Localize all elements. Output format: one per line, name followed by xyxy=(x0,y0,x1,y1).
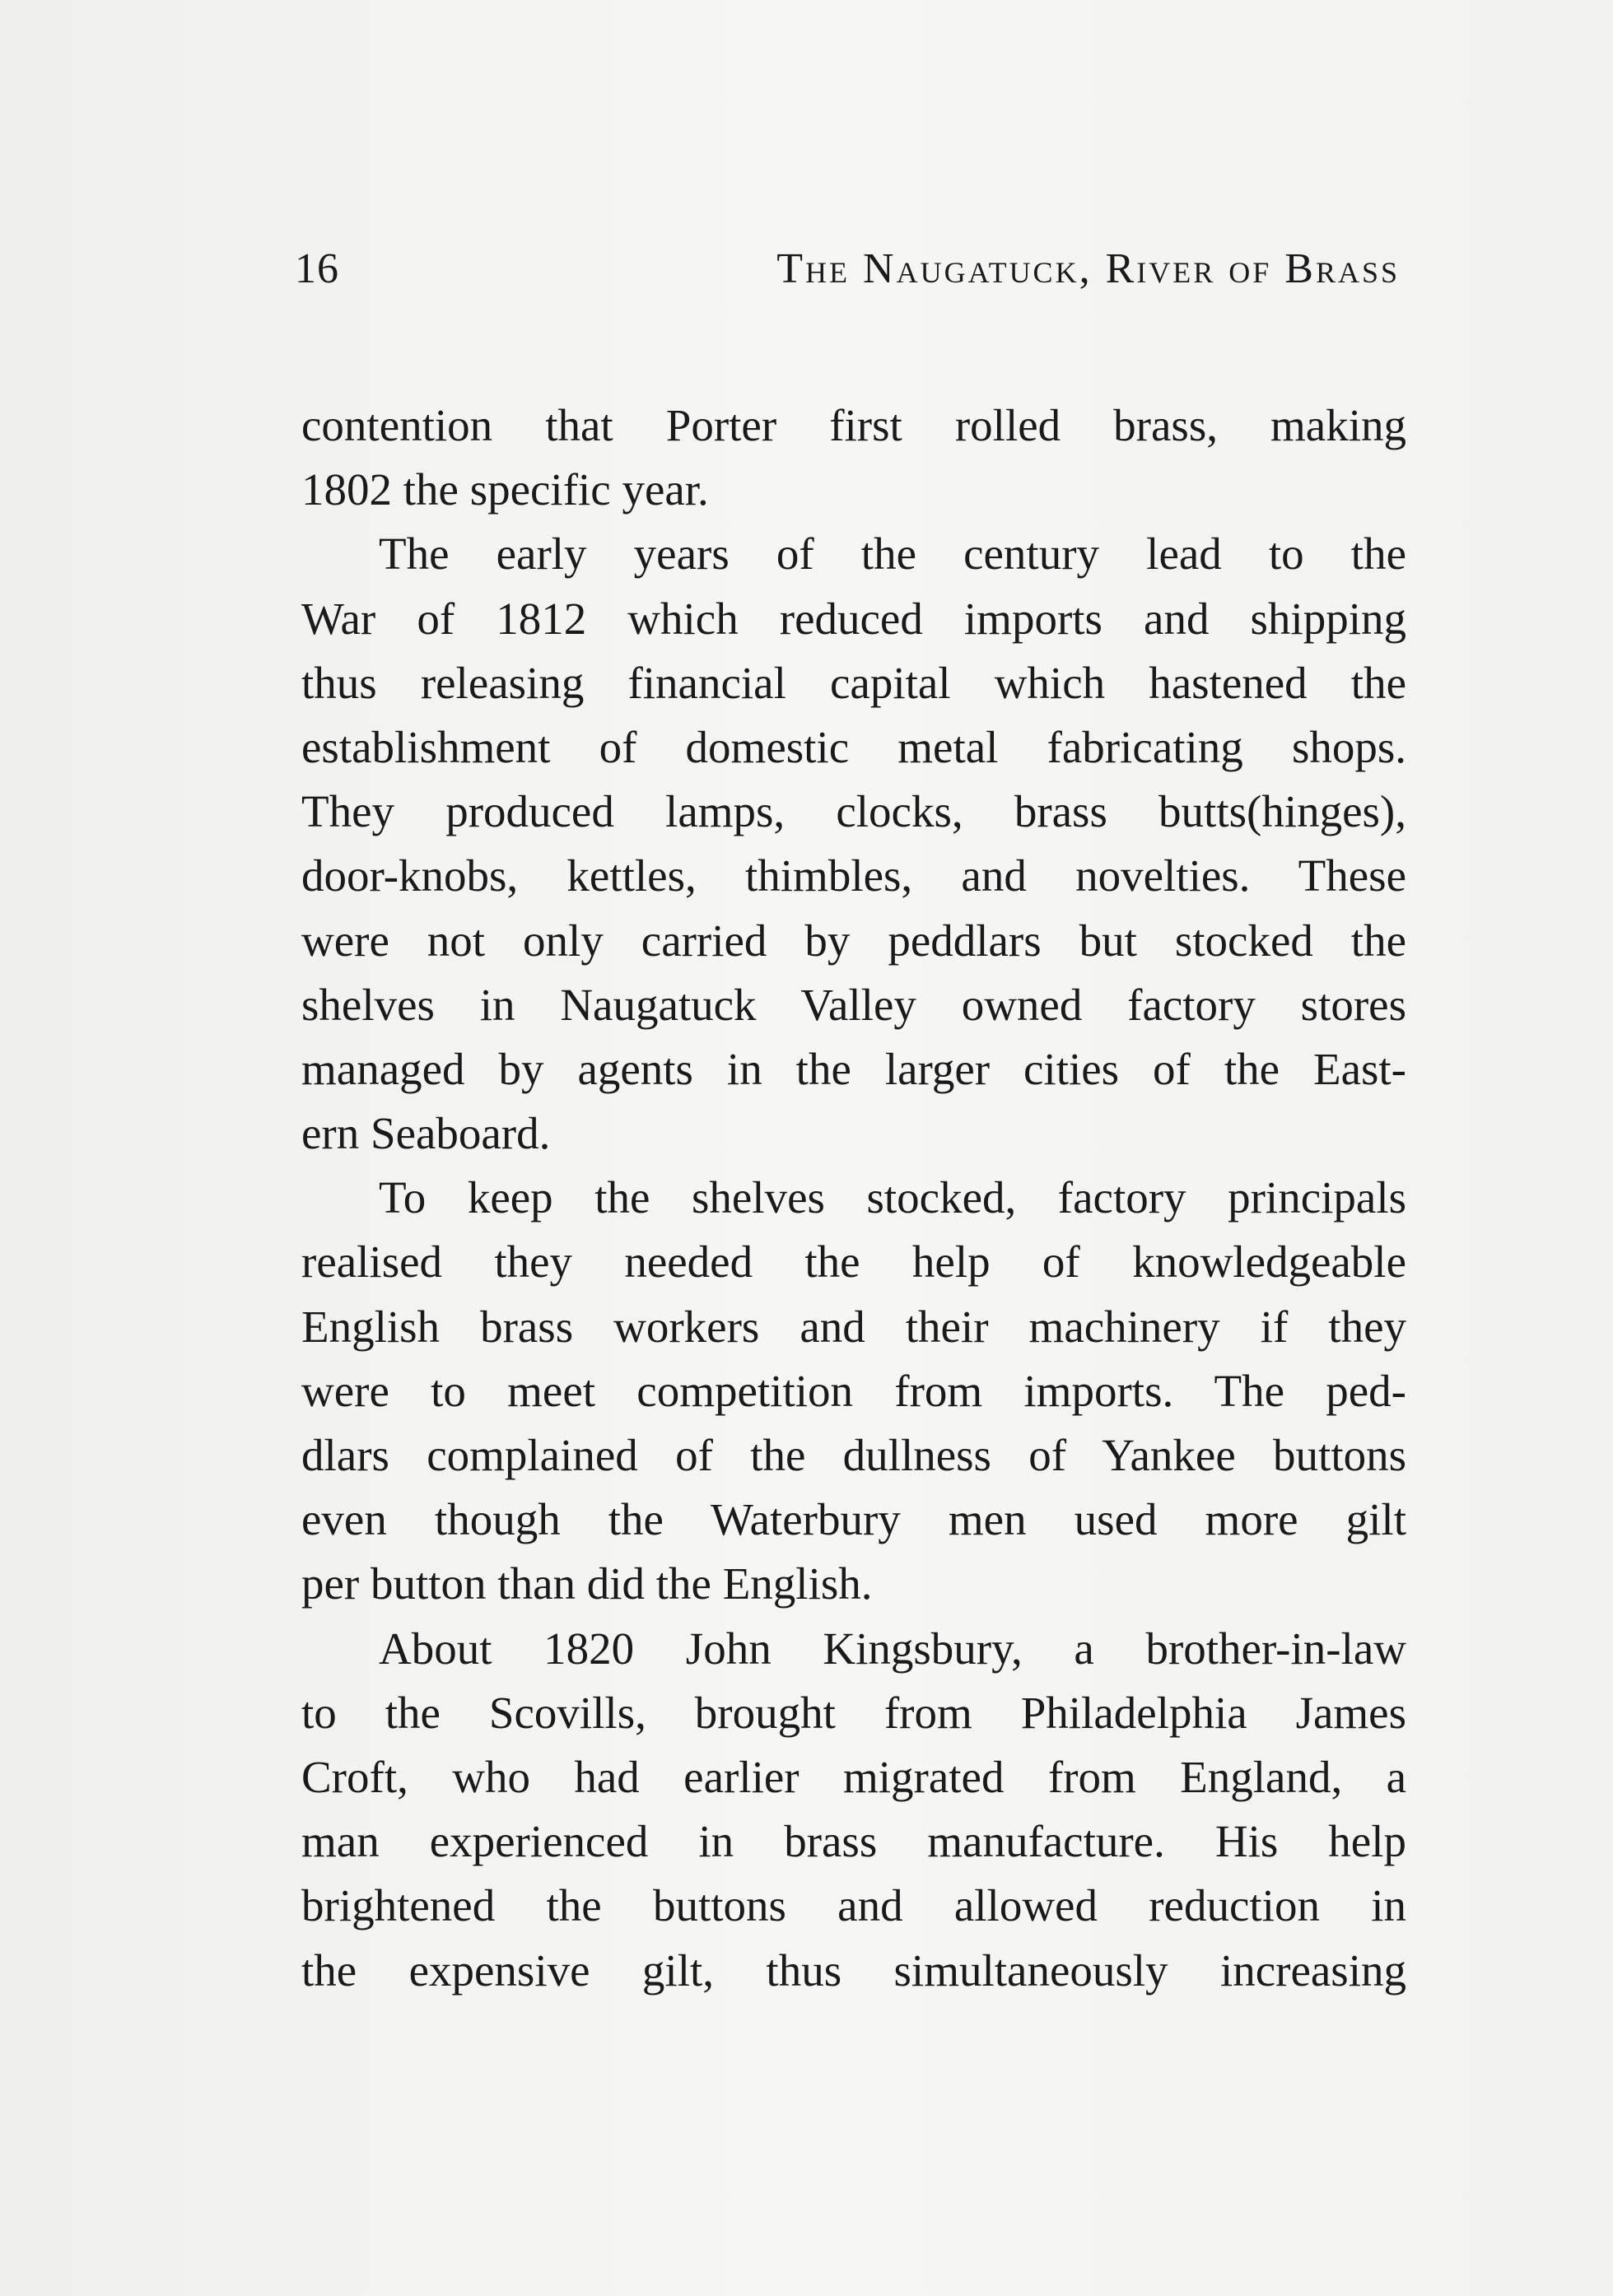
text-line: door-knobs, kettles, thimbles, and novelties. These xyxy=(301,850,1406,901)
text-line: were not only carried by peddlars but stocked the xyxy=(301,915,1406,966)
text-line: 1802 the specific year. xyxy=(301,464,709,515)
paragraph xyxy=(301,1166,1406,1616)
text-line: contention that Porter first rolled brass, making xyxy=(301,400,1406,450)
text-line: thus releasing financial capital which hastened the xyxy=(301,657,1406,708)
text-line: to the Scovills, brought from Philadelphia James xyxy=(301,1687,1406,1738)
body-text xyxy=(301,394,1406,2003)
running-head: The Naugatuck, River of Brass xyxy=(776,245,1400,292)
text-line: They produced lamps, clocks, brass butts(hinges), xyxy=(301,786,1406,837)
text-line: shelves in Naugatuck Valley owned factory stores xyxy=(301,979,1406,1030)
paragraph xyxy=(301,522,1406,1166)
text-line: The early years of the century lead to the xyxy=(379,529,1406,580)
text-line: Croft, who had earlier migrated from England, a xyxy=(301,1751,1406,1802)
text-line: the expensive gilt, thus simultaneously increasing xyxy=(301,1944,1406,1996)
text-line: establishment of domestic metal fabricating shops. xyxy=(301,721,1406,772)
text-line: even though the Waterbury men used more gilt xyxy=(301,1494,1406,1545)
text-line: ern Seaboard. xyxy=(301,1108,551,1159)
text-line: War of 1812 which reduced imports and shipping xyxy=(301,593,1406,644)
page-header xyxy=(295,232,1400,306)
text-line: realised they needed the help of knowledgeable xyxy=(301,1236,1406,1288)
text-line: To keep the shelves stocked, factory principals xyxy=(379,1172,1406,1223)
text-line: were to meet competition from imports. The ped- xyxy=(301,1365,1406,1416)
paragraph xyxy=(301,394,1406,522)
text-line: man experienced in brass manufacture. His help xyxy=(301,1816,1406,1867)
page-number: 16 xyxy=(295,245,339,292)
text-line: brightened the buttons and allowed reduction in xyxy=(301,1880,1406,1931)
text-line: English brass workers and their machinery if they xyxy=(301,1301,1406,1352)
text-line: per button than did the English. xyxy=(301,1558,873,1609)
text-line: About 1820 John Kingsbury, a brother-in-law xyxy=(379,1623,1406,1674)
text-line: managed by agents in the larger cities of the East- xyxy=(301,1043,1406,1094)
text-line: dlars complained of the dullness of Yankee buttons xyxy=(301,1430,1406,1480)
paragraph xyxy=(301,1617,1406,2003)
